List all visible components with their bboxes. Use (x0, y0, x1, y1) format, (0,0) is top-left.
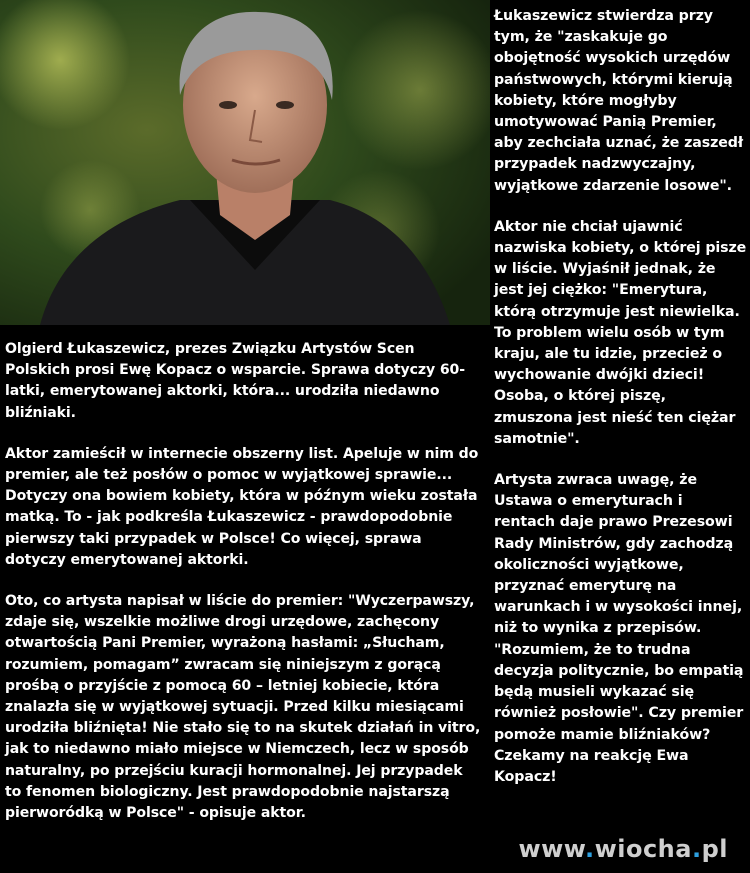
watermark-dot: . (691, 835, 702, 863)
paragraph: Łukaszewicz stwierdza przy tym, że "zaskakuje go obojętność wysokich urzędów państwowych, którymi kierują kobiety, które mogłyby umotywować Panią Premier, aby zechciała uznać, że zaszedł przypadek nadzwyczajny, wyjątkowe zdarzenie losowe". (494, 8, 743, 194)
watermark-prefix: www (518, 835, 585, 863)
article-left-column (5, 339, 483, 844)
watermark-tld: pl (701, 835, 728, 863)
site-watermark (518, 835, 728, 863)
article-right-column (494, 6, 748, 808)
portrait-photo (0, 0, 490, 325)
paragraph: Aktor nie chciał ujawnić nazwiska kobiety, o której pisze w liście. Wyjaśnił jednak, że jest jej ciężko: "Emerytura, którą otrzymuje jest niewielka. To problem wielu osób w tym kraju, ale tu idzie, przecież o wychowanie dwójki dzieci! Osoba, o której piszę, zmuszona jest nieść ten ciężar samotnie". (494, 218, 747, 447)
paragraph: Aktor zamieścił w internecie obszerny list. Apeluje w nim do premier, ale też posłów o pomoc w wyjątkowej sprawie... Dotyczy ona bowiem kobiety, która w późnym wieku została matką. To - jak podkreśla Łukaszewicz - prawdopodobnie pierwszy taki przypadek w Polsce! Co więcej, sprawa dotyczy emerytowanej aktorki. (5, 445, 479, 568)
paragraph: Olgierd Łukaszewicz, prezes Związku Artystów Scen Polskich prosi Ewę Kopacz o wsparcie. Sprawa dotyczy 60-latki, emerytowanej aktorki, która... urodziła niedawno bliźniaki. (5, 341, 466, 421)
watermark-dot: . (584, 835, 595, 863)
paragraph: Artysta zwraca uwagę, że Ustawa o emeryturach i rentach daje prawo Prezesowi Rady Ministrów, gdy zachodzą okoliczności wyjątkowe, przyznać emeryturę na warunkach i w wysokości innej, niż to wynika z przepisów. "Rozumiem, że to trudna decyzja politycznie, bo empatią będą musieli wykazać się również posłowie". Czy premier pomoże mamie bliźniaków? Czekamy na reakcję Ewa Kopacz! (494, 472, 744, 785)
watermark-name: wiocha (594, 835, 692, 863)
paragraph: Oto, co artysta napisał w liście do premier: "Wyczerpawszy, zdaje się, wszelkie możliwe drogi urzędowe, zachęcony otwartością Pani Premier, wyrażoną hasłami: „Słucham, rozumiem, pomagam” zwracam się niniejszym z gorącą prośbą o przyjście z pomocą 60 – letniej kobiecie, która znalazła się w wyjątkowej sytuacji. Przed kilku miesiącami urodziła bliźnięta! Nie stało się to na skutek działań in vitro, jak to niedawno miało miejsce w Niemczech, lecz w sposób naturalny, po przejściu kuracji hormonalnej. Jej przypadek to fenomen biologiczny. Jest prawdopodobnie najstarszą pierworódką w Polsce" - opisuje aktor. (5, 593, 481, 822)
